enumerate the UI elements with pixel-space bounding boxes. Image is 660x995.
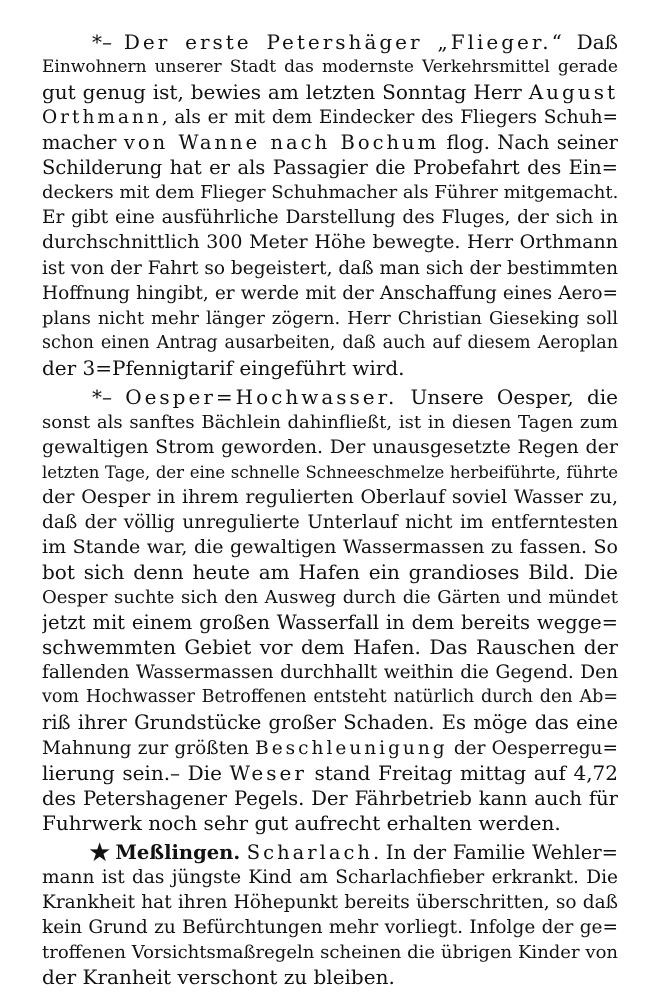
- article2-line-18: Fuhrwerk noch sehr gut aufrecht erhalten werden.: [42, 810, 561, 835]
- article1-line-5: [42, 130, 618, 155]
- article1-text: , als er mit dem Eindecker des Fliegers Schuh=: [161, 107, 618, 129]
- article1-line-10: ist von der Fahrt so begeistert, daß man sich der bestimmten: [42, 257, 618, 279]
- article2-line-13: vom Hochwasser Betroffenen entsteht natürlich durch den Ab=: [42, 687, 618, 708]
- article3-line-6: der Kranheit verschont zu bleiben.: [42, 964, 395, 989]
- article2-line-14: riß ihrer Grundstücke großer Schaden. Es möge das eine: [42, 711, 618, 735]
- article2-text: Unsere Oesper, die: [397, 384, 618, 409]
- article2-line-9: Oesper suchte sich den Ausweg durch die Gärten und mündet: [42, 587, 618, 609]
- article3-line-3: Krankheit hat ihren Höhepunkt bereits überschritten, so daß: [42, 891, 618, 913]
- article1-route: von Wanne nach Bochum: [123, 131, 440, 155]
- article3-line-5: troffenen Vorsichtsmaßregeln scheinen die übrigen Kinder von: [42, 941, 618, 963]
- article2-river-name: Weser: [229, 760, 307, 785]
- article1-line-2: Einwohnern unserer Stadt das modernste Verkehrsmittel gerade: [42, 57, 618, 78]
- article1-person-surname: Orthmann: [42, 107, 162, 129]
- article1-line-4: [42, 105, 618, 130]
- article1-text: Daß: [564, 30, 618, 54]
- star-icon: ★: [88, 839, 112, 865]
- article2-line-10: jetzt mit einem großen Wasserfall in dem bereits wegge=: [42, 611, 618, 635]
- article2-line-15: [42, 736, 618, 761]
- article2-text: Mahnung zur größten: [42, 737, 256, 759]
- article2-text: der Oesperregu=: [447, 737, 618, 759]
- article2-line-17: des Petershagener Pegels. Der Fährbetrieb kann auch für: [42, 786, 618, 810]
- article1-text: flog. Nach seiner: [439, 131, 618, 155]
- article2-line-12: fallenden Wassermassen durchhallt weithin die Gegend. Den: [42, 662, 618, 684]
- article3-topic: Scharlach: [246, 840, 373, 864]
- article2-title: Oesper=Hochwasser.: [125, 384, 398, 409]
- article1-line-6: Schilderung hat er als Passagier die Probefahrt des Ein=: [42, 156, 618, 180]
- article2-line-16: [42, 761, 618, 786]
- article2-prefix: *–: [92, 384, 126, 409]
- article2-text: stand Freitag mittag auf 4,72: [306, 760, 618, 785]
- article1-line-11: Hoffnung hingibt, er werde mit der Anschaffung eines Aero=: [42, 282, 618, 304]
- article2-line-1: [92, 385, 618, 410]
- article1-text: macher: [42, 131, 124, 155]
- article2-line-3: gewaltigen Strom geworden. Der unausgesetzte Regen der: [42, 435, 618, 458]
- article3-line-4: kein Grund zu Befürchtungen mehr vorliegt. Infolge der ge=: [42, 916, 618, 938]
- article1-prefix: *–: [92, 30, 124, 54]
- article2-text: lierung sein.– Die: [42, 760, 230, 785]
- article3-text: . In der Familie Wehler=: [372, 840, 618, 864]
- article1-title: Der erste Petershäger „Flieger.“: [123, 30, 565, 54]
- article1-line-9: durchschnittlich 300 Meter Höhe bewegte. Herr Orthmann: [42, 231, 618, 254]
- article1-person-name: August: [528, 80, 618, 105]
- article2-line-4: letzten Tage, der eine schnelle Schneeschmelze herbeiführte, führte: [42, 462, 618, 482]
- article3-line-2: mann ist das jüngste Kind am Scharlachfieber erkrankt. Die: [42, 866, 618, 888]
- article1-line-7: deckers mit dem Flieger Schuhmacher als Führer mitgemacht.: [42, 182, 618, 204]
- article1-line-3: [42, 80, 618, 105]
- article3-line-1: [88, 840, 618, 865]
- article2-line-11: schwemmten Gebiet vor dem Hafen. Das Rauschen der: [42, 635, 618, 660]
- article2-line-5: der Oesper in ihrem regulierten Oberlauf soviel Wasser zu,: [42, 485, 618, 508]
- article1-line-13: schon einen Antrag ausarbeiten, daß auch auf diesem Aeroplan: [42, 332, 618, 353]
- article1-text: gut genug ist, bewies am letzten Sonntag Herr: [42, 80, 529, 105]
- article2-line-8: bot sich denn heute am Hafen ein grandioses Bild. Die: [42, 560, 618, 585]
- article2-emphasis: Beschleunigung: [255, 737, 448, 759]
- article1-line-8: Er gibt eine ausführliche Darstellung des Fluges, der sich in: [42, 207, 618, 229]
- article1-line-14: der 3=Pfennigtarif eingeführt wird.: [42, 355, 405, 380]
- article1-line-12: plans nicht mehr länger zögern. Herr Christian Gieseking soll: [42, 307, 618, 329]
- article2-line-7: im Stande war, die gewaltigen Wassermassen zu fassen. So: [42, 536, 618, 559]
- article1-line-1: [92, 30, 618, 55]
- article2-line-6: daß der völlig unregulierte Unterlauf nicht im entferntesten: [42, 512, 618, 533]
- article2-line-2: sonst als sanftes Bächlein dahinfließt, ist in diesen Tagen zum: [42, 411, 618, 433]
- article3-place: Meßlingen.: [115, 840, 241, 864]
